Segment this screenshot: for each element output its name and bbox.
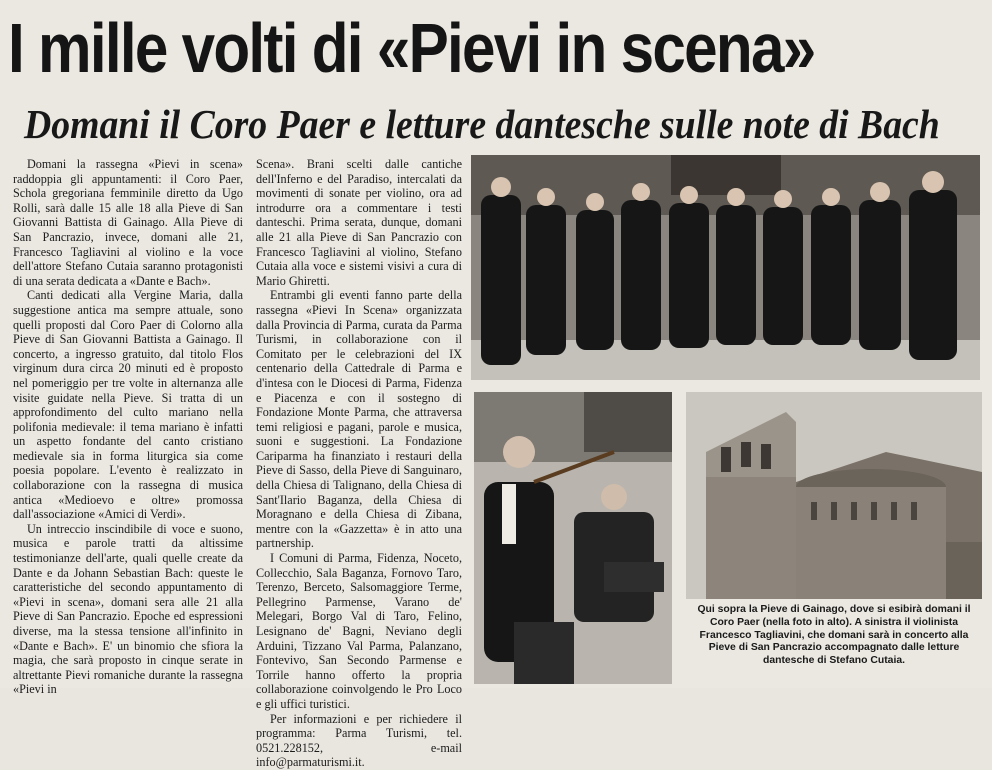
paragraph: I Comuni di Parma, Fidenza, Noceto, Collecchio, Sala Baganza, Fornovo Taro, Terenzo, Berceto, Salsomaggiore Terme, Pellegrino Parmense, Varano de' Melegari, Borgo Val di Taro, Felino, Lesignano de' Bagni, Neviano degli Arduini, Tizzano Val Parma, Palanzano, Fontevivo, San Secondo Parmense e Torrile hanno offerto la propria collaborazione coinvolgendo le Pro Loco e gli uffici turistici.	[256, 551, 462, 711]
paragraph: Scena». Brani scelti dalle cantiche dell'Inferno e del Paradiso, intercalati da movimenti di sonate per violino, ora ad introdurre ora a commentare i testi danteschi. Prima serata, dunque, domani alle 21 alla Pieve di San Pancrazio con Francesco Tagliavini al violino, Stefano Cutaia alla voce e sistemi visivi a cura di Mario Ghiretti.	[256, 157, 462, 288]
paragraph: Entrambi gli eventi fanno parte della rassegna «Pievi In Scena» organizzata dalla Provincia di Parma, curata da Parma Turismi, in collaborazione con il Comitato per le celebrazioni del IX centenario della Cattedrale di Parma e d'intesa con le Diocesi di Parma, Fidenza e Piacenza e con il sostegno di Fondazione Monte Parma, che attraversa temi religiosi e pagani, parole e musica, suoni e suggestioni. La Fondazione Cariparma ha finanziato i restauri della Pieve di Sasso, della Pieve di Sanguinaro, della Chiesa di Talignano, della Chiesa di Sant'Ilario Baganza, della Chiesa di Moragnano e della Chiesa di Zibana, mentre con la «Gazzetta» è in atto una partnership.	[256, 288, 462, 551]
paragraph: Domani la rassegna «Pievi in scena» raddoppia gli appuntamenti: il Coro Paer, Schola gregoriana femminile diretto da Ugo Rolli, sarà dalle 15 alle 18 alla Pieve di San Giovanni Battista di Gainago. Alla Pieve di San Pancrazio, invece, domani alle 21, Francesco Tagliavini al violino e la voce dell'attore Stefano Cutaia saranno protagonisti di una serata dedicata a «Dante e Bach».	[13, 157, 243, 288]
headline: I mille volti di «Pievi in scena»	[8, 9, 815, 87]
article-column-2	[256, 157, 462, 770]
choir-photo-illustration	[471, 155, 980, 380]
violinist-photo-illustration	[474, 392, 672, 684]
subheadline: Domani il Coro Paer e letture dantesche sulle note di Bach	[24, 101, 940, 147]
paragraph: Canti dedicati alla Vergine Maria, dalla suggestione antica ma sempre attuale, sono quelli proposti dal Coro Paer di Colorno alla Pieve di San Giovanni Battista a Gainago. Il concerto, a ingresso gratuito, dal titolo Flos virginum dura circa 20 minuti ed è proposto nel pomeriggio per tre volte in alternanza alle visite guidate nella Pieve. Si tratta di un approfondimento del culto mariano nella polifonia medievale: il tema mariano è infatti un aspetto fondante del canto cristiano medievale sia in forma liturgica sia come poesia popolare. L'evento è realizzato in collaborazione con la rassegna di musica antica «Medioevo e oltre» promossa dall'associazione «Amici di Verdi».	[13, 288, 243, 522]
photo-caption: Qui sopra la Pieve di Gainago, dove si esibirà domani il Coro Paer (nella foto in alto). A sinistra il violinista Francesco Tagliavini, che domani sarà in concerto alla Pieve di San Pancrazio accompagnato dalle letture dantesche di Stefano Cutaia.	[697, 604, 971, 667]
violinist-photo	[474, 392, 672, 684]
article-column-1	[13, 157, 243, 697]
choir-photo	[471, 155, 980, 380]
church-photo	[686, 392, 982, 599]
paragraph: Un intreccio inscindibile di voce e suono, musica e parole tratti da altissime testimonianze dell'arte, quali quelle create da Dante e da Johann Sebastian Bach: queste le caratteristiche del secondo appuntamento di «Pievi in scena», domani sera alle 21 alla Pieve di San Pancrazio. Epoche ed espressioni diverse, ma la stessa tensione all'infinito in «Dante e Bach». E' un binomio che sfiora la magia, che sarà proposto in cinque serate in altrettante Pievi romaniche durante la rassegna «Pievi in	[13, 521, 243, 697]
paragraph: Per informazioni e per richiedere il programma: Parma Turismi, tel. 0521.228152, e-mail info@parmaturismi.it.	[256, 711, 462, 770]
church-photo-illustration	[686, 392, 982, 599]
